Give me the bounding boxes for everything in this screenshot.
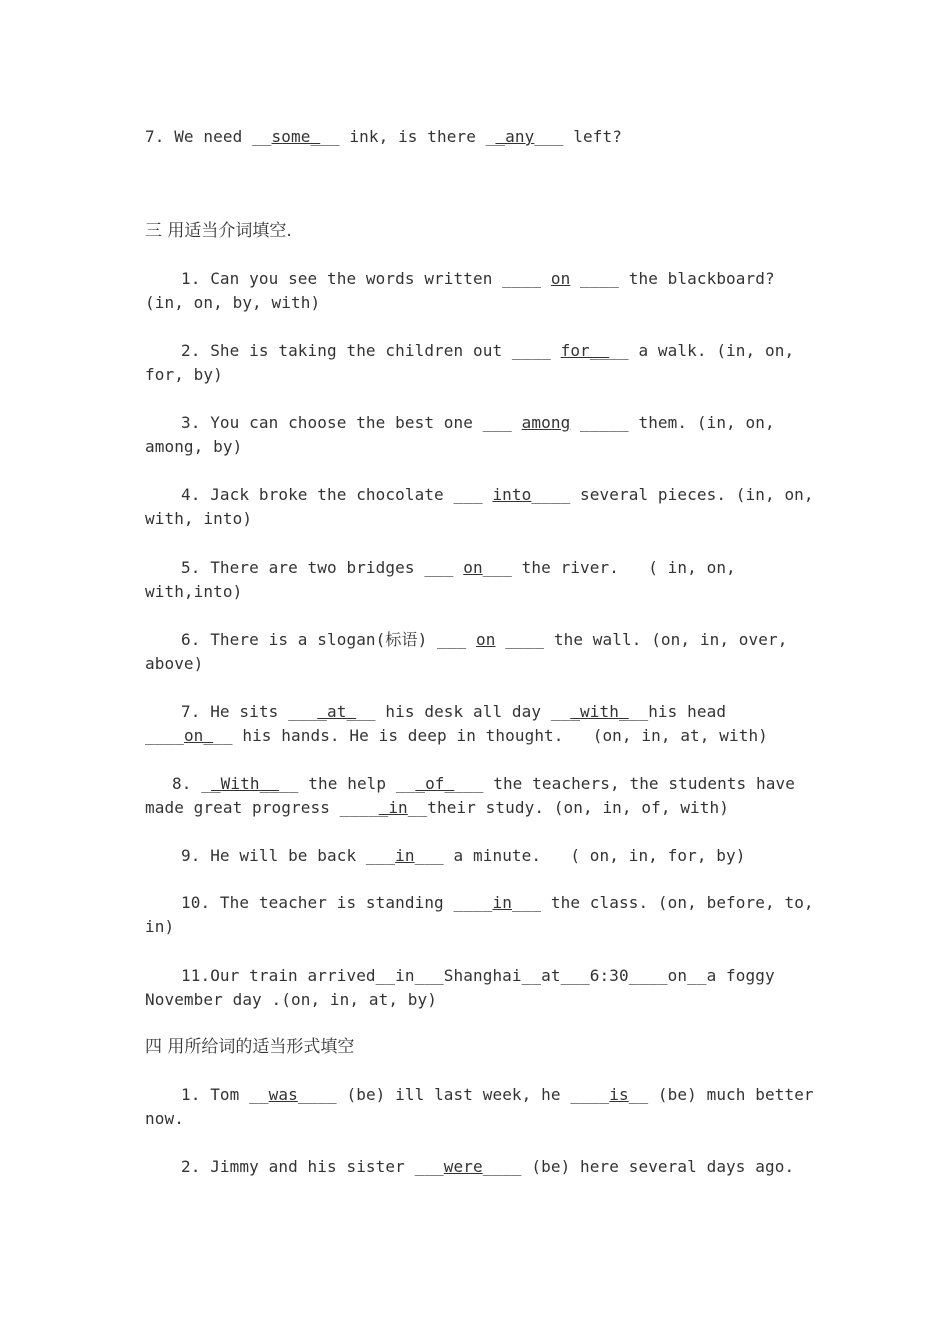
s3-question-10: 10. The teacher is standing ____in___ the class. (on, before, to, [181, 893, 814, 912]
s4-question-1-line-2: now. [145, 1109, 184, 1128]
s3-question-11-line-2: November day .(on, in, at, by) [145, 990, 437, 1009]
answer-blank: for__ [560, 341, 610, 360]
s3-question-6-options: above) [145, 654, 204, 673]
answer-blank: on [463, 558, 483, 577]
s3-question-2: 2. She is taking the children out ____ for____ a walk. (in, on, [181, 341, 795, 360]
answer-blank: in [492, 893, 512, 912]
s4-question-1: 1. Tom __was____ (be) ill last week, he ____is__ (be) much better [181, 1085, 814, 1104]
answer-blank: _with_ [570, 702, 629, 721]
s3-question-4: 4. Jack broke the chocolate ___ into____ several pieces. (in, on, [181, 485, 814, 504]
s3-question-5-options: with,into) [145, 582, 243, 601]
answer-blank: some_ [271, 127, 321, 146]
answer-blank: is [609, 1085, 629, 1104]
s3-question-6: 6. There is a slogan(标语) ___ on ____ the wall. (on, in, over, [181, 630, 788, 649]
s3-question-8-line-2: made great progress _____in__their study. (on, in, of, with) [145, 798, 729, 817]
answer-blank: on_ [183, 726, 214, 745]
s3-question-3: 3. You can choose the best one ___ among _____ them. (in, on, [181, 413, 775, 432]
section-3-heading: 三 用适当介词填空. [145, 221, 292, 241]
answer-blank: _With__ [210, 774, 280, 793]
s3-question-8: 8. __With____ the help ___of____ the teachers, the students have [172, 774, 795, 793]
section-4-heading: 四 用所给词的适当形式填空 [145, 1037, 355, 1057]
s3-question-3-options: among, by) [145, 437, 243, 456]
s3-question-10-options: in) [145, 917, 175, 936]
s3-question-5: 5. There are two bridges ___ on___ the river. ( in, on, [181, 558, 736, 577]
answer-blank: _of_ [415, 774, 455, 793]
answer-blank: were [443, 1157, 483, 1176]
answer-blank: _at_ [317, 702, 357, 721]
s3-question-1-options: (in, on, by, with) [145, 293, 321, 312]
answer-blank: on [476, 630, 496, 649]
answer-blank: on [550, 269, 571, 288]
s3-question-7-line-2: ____on___ his hands. He is deep in thought. (on, in, at, with) [145, 726, 768, 745]
answer-blank: _any [495, 127, 535, 146]
s4-question-2: 2. Jimmy and his sister ___were____ (be) here several days ago. [181, 1157, 795, 1176]
s3-question-2-options: for, by) [145, 365, 223, 384]
s3-question-9: 9. He will be back ___in___ a minute. ( on, in, for, by) [181, 846, 746, 865]
answer-blank: in [395, 846, 415, 865]
answer-blank: was [268, 1085, 298, 1104]
s3-question-11: 11.Our train arrived__in___Shanghai__at___6:30____on__a foggy [181, 966, 775, 985]
answer-blank: into [492, 485, 532, 504]
answer-blank: among [521, 413, 571, 432]
s3-question-7: 7. He sits ____at___ his desk all day ___with___his head [181, 702, 727, 721]
answer-blank: _in [378, 798, 408, 817]
s2-question-7: 7. We need __some___ ink, is there __any___ left? [145, 127, 622, 146]
s3-question-4-options: with, into) [145, 509, 253, 528]
s3-question-1: 1. Can you see the words written ____ on ____ the blackboard? [181, 269, 775, 288]
